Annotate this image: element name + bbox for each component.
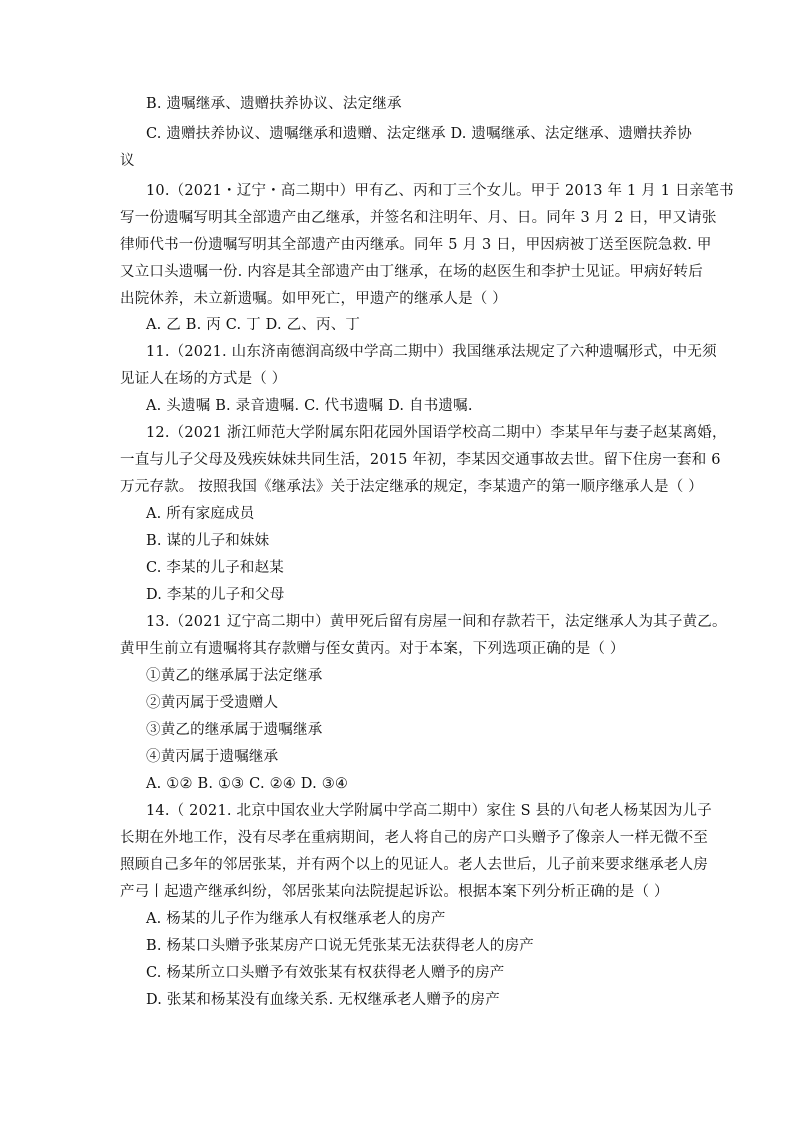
question-13-options: A. ①② B. ①③ C. ②④ D. ③④ — [146, 776, 349, 792]
question-12-line-3: 万元存款。 按照我国《继承法》关于法定继承的规定，李某遗产的第一顺序继承人是（ ） — [120, 479, 703, 495]
question-12-option-c: C. 李某的儿子和赵某 — [146, 560, 284, 576]
question-13-statement-1: ①黄乙的继承属于法定继承 — [146, 668, 323, 684]
question-12-option-d: D. 李某的儿子和父母 — [146, 587, 285, 603]
question-10-options: A. 乙 B. 丙 C. 丁 D. 乙、丙、丁 — [146, 317, 361, 333]
question-10-line-1: 10.（2021・辽宁・高二期中）甲有乙、丙和丁三个女儿。甲于 2013 年 1 月 1 日亲笔书 — [146, 183, 734, 199]
question-14-line-4: 产弓丨起遗产继承纠纷，邻居张某向法院提起诉讼。根据本案下列分析正确的是（ ） — [120, 884, 669, 900]
question-12-line-2: 一直与儿子父母及残疾妹妹共同生活，2015 年初，李某因交通事故去世。留下住房一套和 6 — [120, 452, 721, 468]
question-14-line-1: 14.（ 2021. 北京中国农业大学附属中学高二期中）家住 S 县的八旬老人杨某因为儿子 — [146, 803, 712, 819]
question-14-option-b: B. 杨某口头赠予张某房产口说无凭张某无法获得老人的房产 — [146, 938, 534, 954]
option-b-line: B. 遗嘱继承、遗赠扶养协议、法定继承 — [146, 96, 402, 112]
question-12-line-1: 12.（2021 浙江师范大学附属东阳花园外国语学校高二期中）李某早年与妻子赵某离婚， — [146, 425, 727, 441]
question-11-options: A. 头遗嘱 B. 录音遗嘱. C. 代书遗嘱 D. 自书遗嘱. — [146, 398, 473, 414]
question-10-line-4: 又立口头遗嘱一份. 内容是其全部遗产由丁继承，在场的赵医生和李护士见证。甲病好转后 — [120, 264, 703, 280]
question-11-line-2: 见证人在场的方式是（ ） — [120, 371, 287, 387]
question-14-line-2: 长期在外地工作，没有尽孝在重病期间，老人将自己的房产口头赠予了像亲人一样无微不至 — [120, 830, 708, 846]
question-10-line-3: 律师代书一份遗嘱写明其全部遗产由丙继承。同年 5 月 3 日，甲因病被丁送至医院急救. 甲 — [120, 237, 712, 253]
question-14-option-d: D. 张某和杨某没有血缘关系. 无权继承老人赠予的房产 — [146, 992, 500, 1008]
question-13-statement-4: ④黄丙属于遗嘱继承 — [146, 749, 279, 765]
question-13-line-1: 13.（2021 辽宁高二期中）黄甲死后留有房屋一间和存款若干，法定继承人为其子黄乙。 — [146, 614, 727, 630]
question-10-line-5: 出院休养，未立新遗嘱。如甲死亡，甲遗产的继承人是（ ） — [120, 291, 508, 307]
question-13-line-2: 黄甲生前立有遗嘱将其存款赠与侄女黄丙。对于本案，下列选项正确的是（ ） — [120, 641, 625, 657]
question-11-line-1: 11.（2021. 山东济南德润高级中学高二期中）我国继承法规定了六种遗嘱形式，中无须 — [146, 344, 717, 360]
option-d-continued: 议 — [120, 153, 135, 169]
question-14-option-c: C. 杨某所立口头赠予有效张某有权获得老人赠予的房产 — [146, 965, 505, 981]
question-13-statement-3: ③黄乙的继承属于遗嘱继承 — [146, 722, 323, 738]
question-12-option-b: B. 谋的儿子和妹妹 — [146, 533, 270, 549]
option-c-d-line: C. 遗赠扶养协议、遗嘱继承和遗赠、法定继承 D. 遗嘱继承、法定继承、遗赠扶养协 — [146, 126, 692, 142]
question-12-option-a: A. 所有家庭成员 — [146, 506, 255, 522]
question-13-statement-2: ②黄丙属于受遗赠人 — [146, 695, 279, 711]
question-14-option-a: A. 杨某的儿子作为继承人有权继承老人的房产 — [146, 911, 446, 927]
question-14-line-3: 照顾自己多年的邻居张某，并有两个以上的见证人。老人去世后，儿子前来要求继承老人房 — [120, 857, 708, 873]
question-10-line-2: 写一份遗嘱写明其全部遗产由乙继承，并签名和注明年、月、日。同年 3 月 2 日，甲又请张 — [120, 210, 717, 226]
